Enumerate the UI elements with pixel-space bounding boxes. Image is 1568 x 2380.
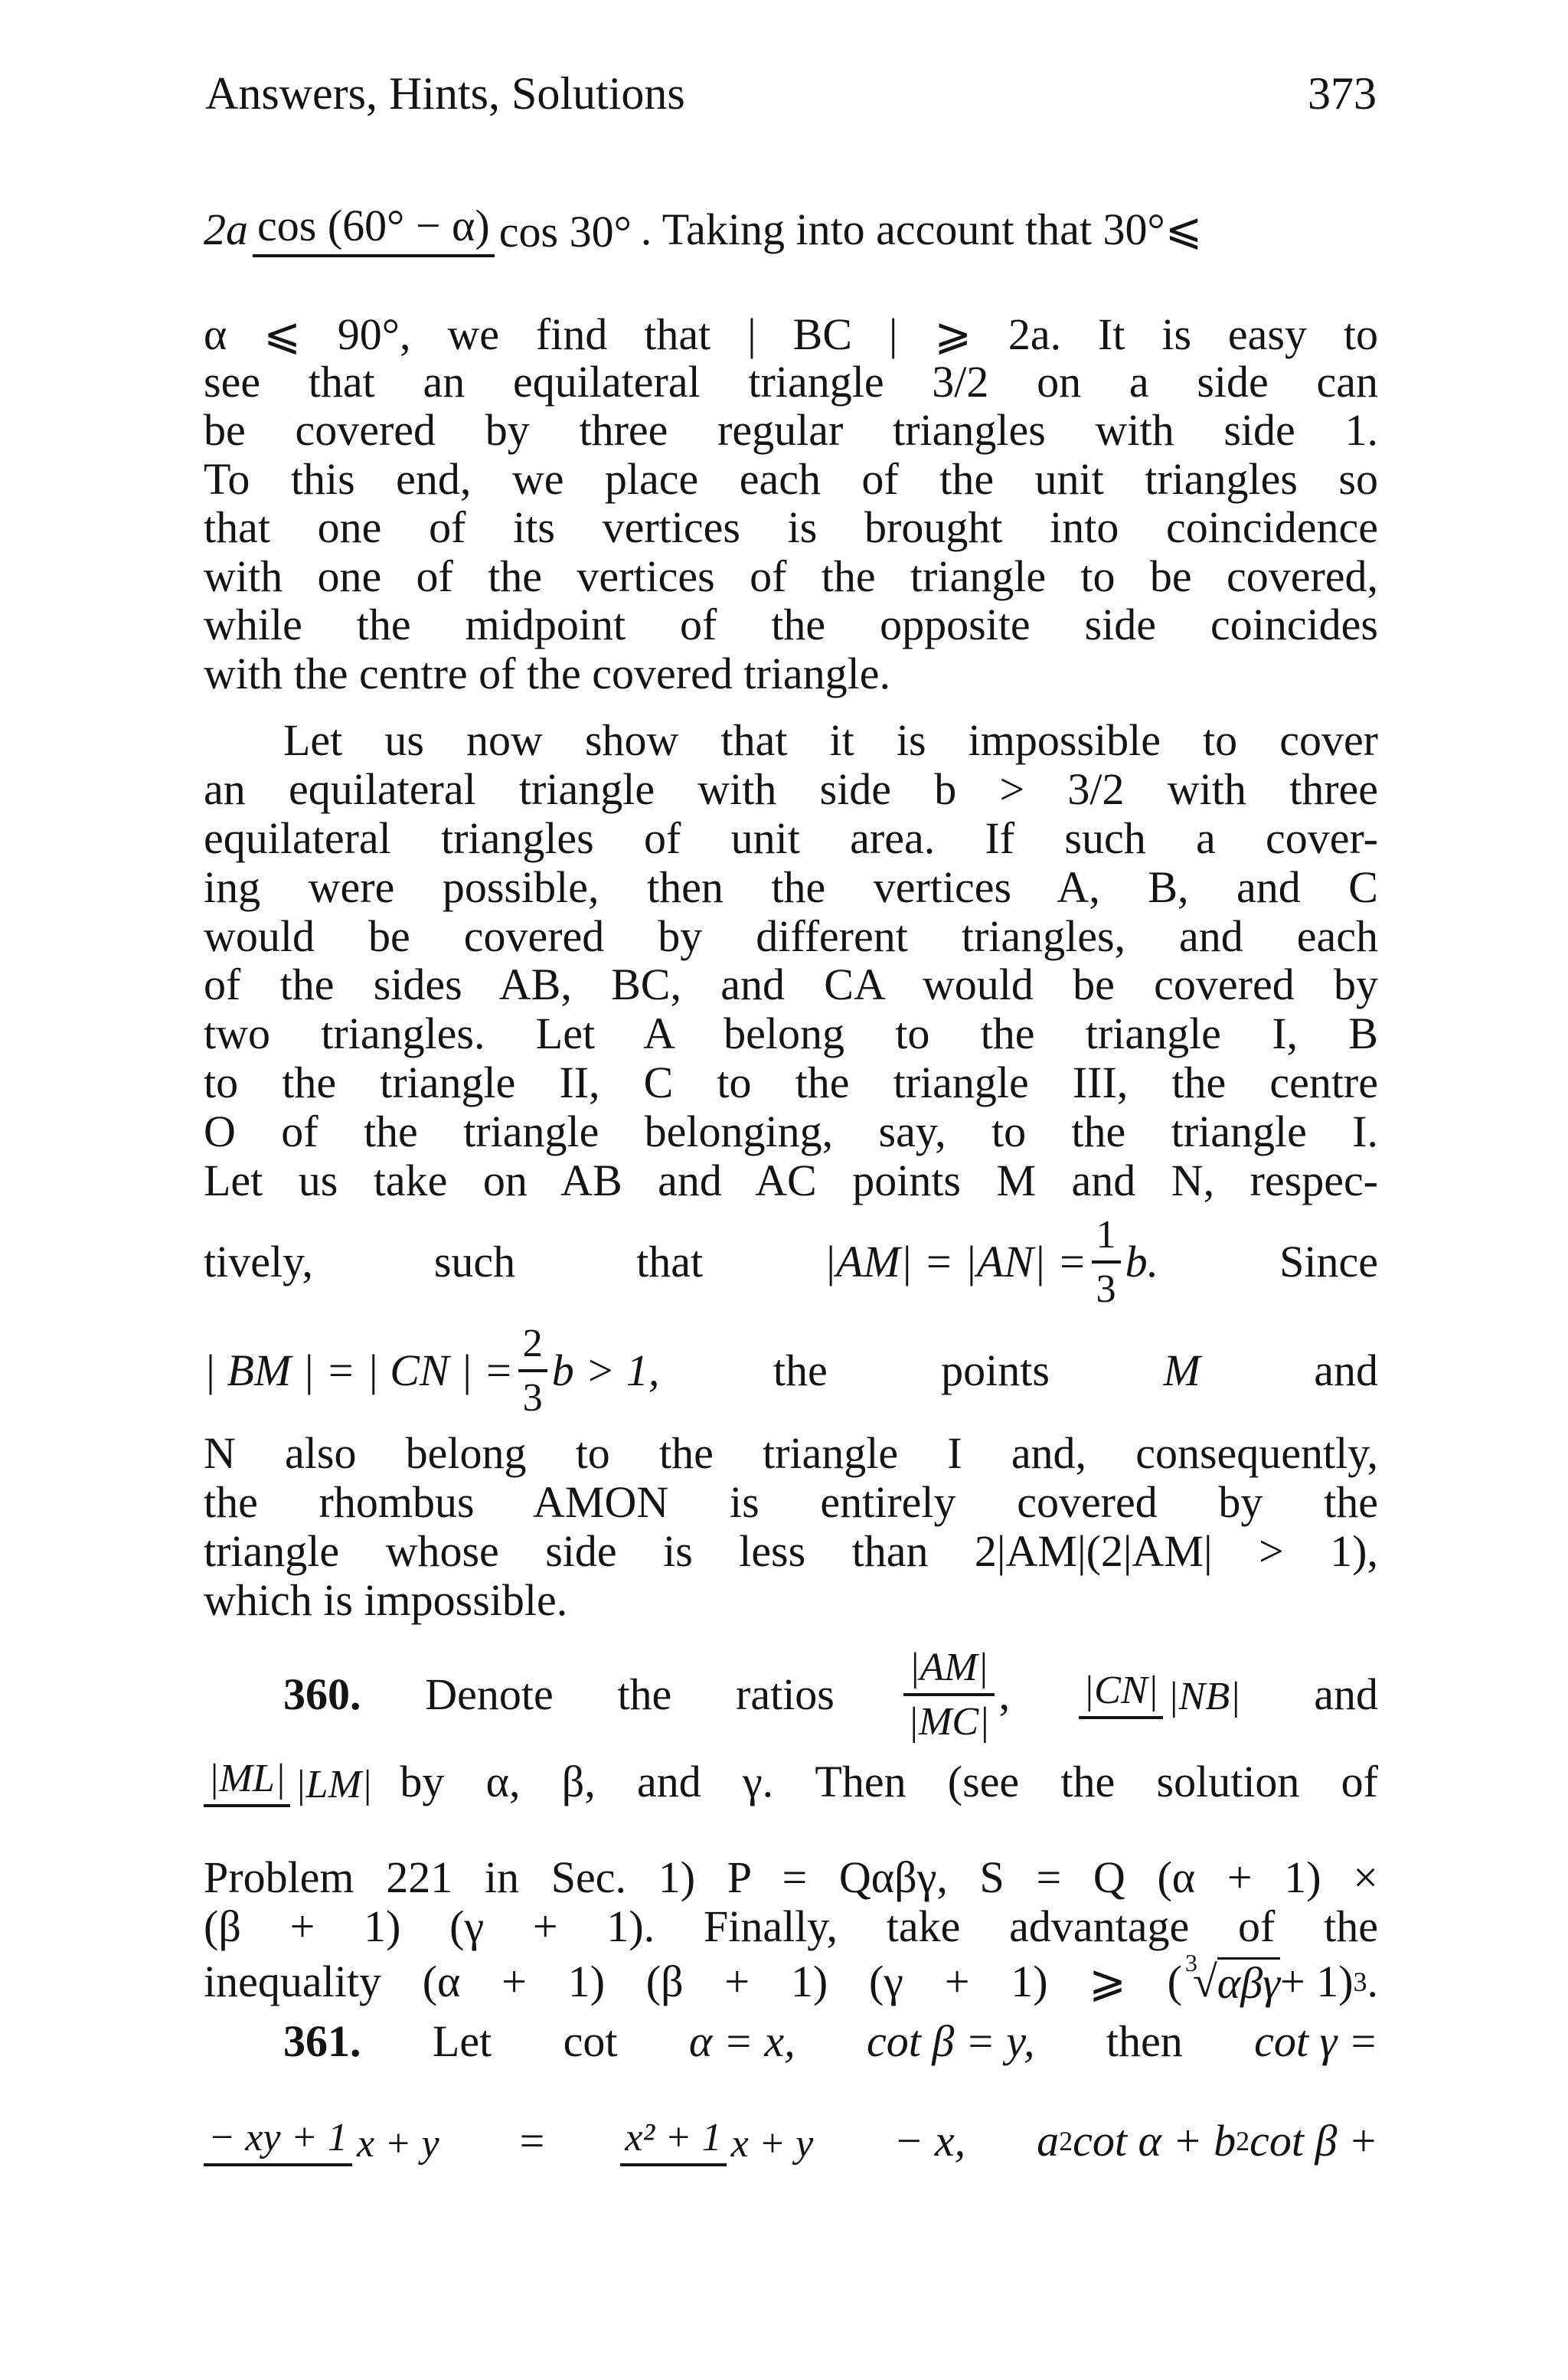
text-line: Problem 221 in Sec. 1) P = Qαβγ, S = Q (α + 1) × — [204, 1852, 1378, 1902]
eq1-numerator: cos (60° − α) — [253, 203, 495, 257]
fraction-numerator: |ML| — [204, 1757, 290, 1807]
fraction-denominator: |LM| — [295, 1762, 373, 1806]
eq-word: tively, — [204, 1236, 313, 1286]
equals-sign: = — [519, 2116, 545, 2166]
text-line: To this end, we place each of the unit triangles so — [204, 454, 1378, 504]
fraction-two-thirds — [518, 1322, 547, 1419]
eq-b-gt-1: b > 1, — [551, 1345, 660, 1395]
eq-word: such — [433, 1236, 516, 1286]
text-line: triangle whose side is less than 2|AM|(2|AM| > 1), — [204, 1526, 1378, 1576]
period: . — [1367, 1956, 1378, 2006]
inequality-text: inequality (α + 1) (β + 1) (γ + 1) ⩾ ( — [204, 1956, 1182, 2006]
page-number: 373 — [1308, 68, 1377, 119]
text-line: equilateral triangles of unit area. If such a cover- — [204, 813, 1378, 863]
eq-word: and — [1314, 1345, 1378, 1395]
eq-word: Denote — [425, 1669, 554, 1719]
text-line: (β + 1) (γ + 1). Finally, take advantage of the — [204, 1901, 1378, 1951]
var-a: a — [1037, 2116, 1060, 2166]
text-line: would be covered by different triangles, and each — [204, 911, 1378, 961]
eq-b: b. — [1125, 1236, 1159, 1286]
eq1-text: . Taking into account that 30°⩽ — [640, 204, 1203, 255]
text-line: that one of its vertices is brought into coincidence — [204, 502, 1378, 552]
running-header-title: Answers, Hints, Solutions — [205, 68, 685, 119]
ratio-cn-nb — [1079, 1669, 1246, 1719]
text-line: of the sides AB, BC, and CA would be covered by — [204, 960, 1378, 1009]
eq-word: points — [941, 1345, 1050, 1395]
text-line: an equilateral triangle with side b > 3/2 with three — [204, 764, 1378, 814]
equation-line-am — [204, 1214, 1378, 1310]
eq-word: the — [773, 1345, 828, 1395]
text-line: while the midpoint of the opposite side coincides — [204, 600, 1378, 649]
text-line: O of the triangle belonging, say, to the triangle I. — [204, 1107, 1378, 1156]
eq-word: Since — [1279, 1236, 1378, 1286]
inequality-end: + 1) — [1279, 1956, 1354, 2006]
fraction-numerator: 1 — [1092, 1214, 1121, 1264]
eq-word: and — [1314, 1669, 1378, 1719]
fraction-one-third — [1092, 1214, 1121, 1310]
text-line: two triangles. Let A belong to the triangle I, B — [204, 1009, 1378, 1058]
eq-word: cot β = y, — [867, 2016, 1035, 2066]
problem-360-inequality-line: inequality (α + 1) (β + 1) (γ + 1) ⩾ ( 3 √ αβγ + 1) 3 . — [204, 1949, 1378, 2008]
problem-number-360: 360. — [283, 1669, 361, 1719]
fraction-denominator: x + y — [357, 2121, 439, 2166]
text-line: which is impossible. — [204, 1575, 568, 1625]
cot-term: cot α + b — [1073, 2116, 1236, 2166]
text-line: to the triangle II, C to the triangle III, the centre — [204, 1058, 1378, 1107]
fraction-numerator: |CN| — [1079, 1669, 1163, 1719]
comma: , — [998, 1669, 1011, 1719]
fraction-numerator: x² + 1 — [620, 2117, 726, 2166]
cot-gamma-fraction-1 — [204, 2117, 444, 2166]
problem-360-line-2 — [204, 1757, 1378, 1807]
minus-x: − x, — [893, 2116, 966, 2166]
text-line: see that an equilateral triangle 3/2 on a side can — [204, 357, 1378, 407]
eq-word: cot — [563, 2016, 618, 2066]
cube-root — [1185, 1949, 1280, 2008]
equation-line-1 — [204, 203, 1378, 257]
eq-word: that — [636, 1236, 704, 1286]
radicand: αβγ — [1217, 1958, 1280, 2008]
text-line: with the centre of the covered triangle. — [204, 649, 890, 698]
eq1-prefix: 2a — [204, 204, 248, 255]
ratio-am-mc — [903, 1646, 995, 1743]
eq1-fraction — [253, 203, 636, 257]
fraction-denominator: 3 — [522, 1375, 543, 1420]
paragraph-start: Let us now show that it is impossible to cover — [283, 715, 1378, 765]
text-line: Let us take on AB and AC points M and N, respec- — [204, 1156, 1378, 1205]
fraction-denominator: 3 — [1096, 1266, 1116, 1311]
eq-am-an: |AM| = |AN| = — [824, 1236, 1087, 1286]
eq-word: ratios — [736, 1669, 835, 1719]
text-line: ing were possible, then the vertices A, B, and C — [204, 862, 1378, 912]
eq-word: α = x, — [688, 2016, 795, 2066]
eq-word: M — [1163, 1345, 1200, 1395]
ratio-ml-lm — [204, 1757, 377, 1807]
fraction-numerator: |AM| — [903, 1646, 995, 1696]
eq-word: cot γ = — [1254, 2016, 1378, 2066]
eq-bm-cn: | BM | = | CN | = — [204, 1345, 514, 1395]
root-index: 3 — [1185, 1949, 1197, 1976]
problem-361-line-2: − xy + 1 x + y = x² + 1 x + y − x, a 2 cot α + b 2 cot β + — [204, 2117, 1378, 2166]
text-line: N also belong to the triangle I and, consequently, — [204, 1428, 1378, 1478]
problem-360-line-1 — [283, 1646, 1378, 1743]
text-line: be covered by three regular triangles with side 1. — [204, 405, 1378, 455]
eq-word: the — [617, 1669, 672, 1719]
text-line: with one of the vertices of the triangle to be covered, — [204, 551, 1378, 601]
radical-sign: √ — [1192, 1956, 1217, 2006]
problem-number-361: 361. — [283, 2016, 361, 2066]
fraction-numerator: 2 — [518, 1322, 547, 1372]
cot-term: cot β + — [1250, 2116, 1378, 2166]
equation-line-bm — [204, 1322, 1378, 1419]
text-line: by α, β, and γ. Then (see the solution of — [400, 1757, 1378, 1807]
text-line: α ⩽ 90°, we find that | BC | ⩾ 2a. It is easy to — [204, 309, 1378, 359]
fraction-numerator: − xy + 1 — [204, 2117, 352, 2166]
cot-gamma-fraction-2 — [620, 2117, 818, 2166]
text-line: the rhombus AMON is entirely covered by the — [204, 1477, 1378, 1527]
eq-word: then — [1106, 2016, 1183, 2066]
fraction-denominator: x + y — [730, 2121, 814, 2166]
eq1-denominator: cos 30° — [498, 207, 632, 257]
problem-361-line-1 — [283, 2016, 1378, 2066]
fraction-denominator: |MC| — [907, 1698, 990, 1744]
fraction-denominator: |NB| — [1168, 1674, 1241, 1719]
eq-word: Let — [432, 2016, 492, 2066]
